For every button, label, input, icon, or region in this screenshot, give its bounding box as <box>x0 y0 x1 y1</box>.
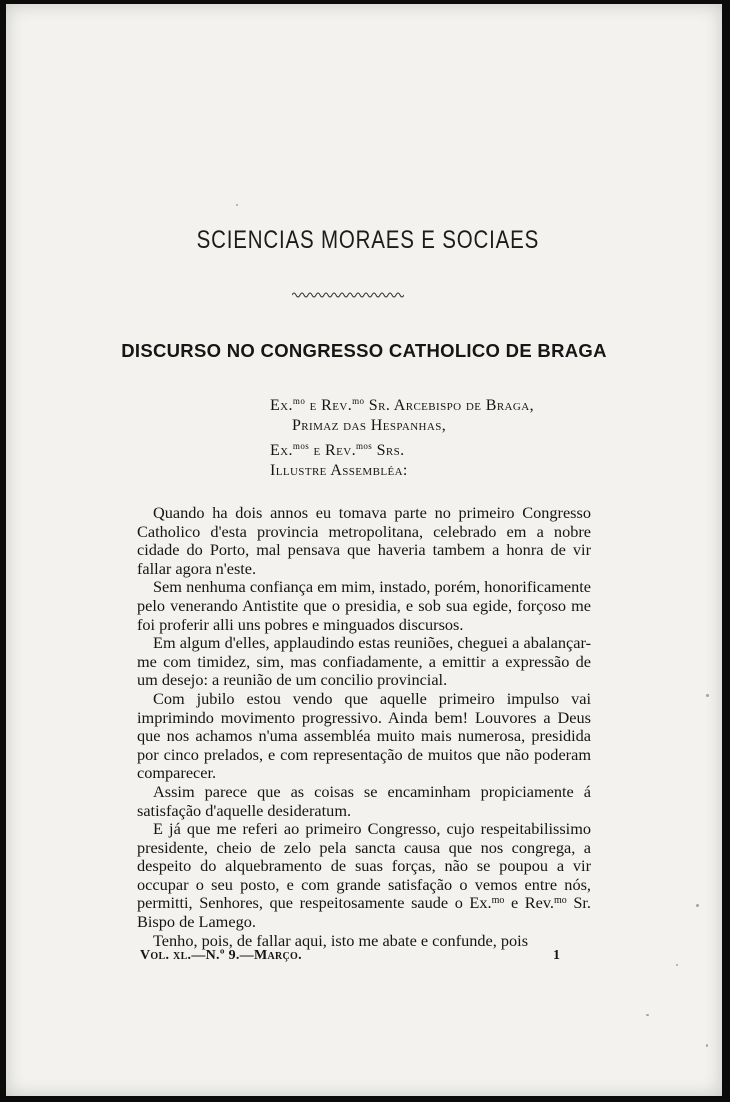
wavy-ornament <box>292 290 404 300</box>
paper-speck <box>706 694 709 697</box>
document-page <box>6 4 722 1096</box>
volume-info: Vol. xl.—N.º 9.—Março. <box>140 948 302 963</box>
paragraph-4: Com jubilo estou vendo que aquelle primeiro impulso vai imprimindo movimento progressivo. Ainda bem! Louvores a Deus que nos achamos n'uma assembléa muito mais numerosa, presidida por cinco prelados, e com representação de muitos que não poderam comparecer. <box>137 688 591 783</box>
body-text <box>137 504 591 950</box>
salutation-line-3: Ex.$^{mos}$ e Rev.$^{mos}$ Srs. <box>270 441 405 459</box>
article-title: DISCURSO NO CONGRESSO CATHOLICO DE BRAGA <box>121 340 607 361</box>
paper-speck <box>706 1044 708 1047</box>
salutation-line-4: Illustre Assembléa: <box>270 462 408 479</box>
paper-speck <box>236 204 238 206</box>
paragraph-7: Tenho, pois, de fallar aqui, isto me abate e confunde, pois <box>153 930 529 950</box>
paper-speck <box>646 1014 649 1016</box>
page-footer <box>140 948 560 964</box>
paragraph-1: Quando ha dois annos eu tomava parte no primeiro Congresso Catholico d'esta provincia metropolitana, celebrado em a nobre cidade do Porto, mal pensava que haveria tambem a honra de vir fallar agora n'este. <box>137 503 591 578</box>
paragraph-5: Assim parece que as coisas se encaminham propiciamente á satisfação d'aquelle desideratum. <box>137 781 591 820</box>
paper-speck <box>676 964 678 966</box>
section-title: SCIENCIAS MORAES E SOCIAES <box>196 226 540 254</box>
salutation-block <box>270 391 534 481</box>
salutation-line-1: Ex.$^{mo}$ e Rev.$^{mo}$ Sr. Arcebispo de Braga, <box>270 396 534 414</box>
paragraph-3: Em algum d'elles, applaudindo estas reuniões, cheguei a abalançar-me com timidez, sim, mas confiadamente, a emittir a expressão de um desejo: a reunião de um concilio provincial. <box>137 633 591 690</box>
salutation-line-2: Primaz das Hespanhas, <box>292 417 447 434</box>
paper-speck <box>696 904 699 907</box>
paragraph-6: E já que me referi ao primeiro Congresso, cujo respeitabilissimo presidente, cheio de zelo pela sancta causa que nos congrega, a despeito do alquebramento de suas forças, não se poupou a vir occupar o seu posto, e com grande satisfação o vemos entre nós, permitti, Senhores, que respeitosamente saude o Ex.$^{mo}$ e Rev.$^{mo}$ Sr. Bispo de Lamego. <box>137 819 592 932</box>
page-number: 1 <box>553 948 560 963</box>
paragraph-2: Sem nenhuma confiança em mim, instado, porém, honorificamente pelo venerando Antistite que o presidia, e sob sua egide, forçoso me foi proferir alli uns pobres e minguados discursos. <box>137 577 591 634</box>
